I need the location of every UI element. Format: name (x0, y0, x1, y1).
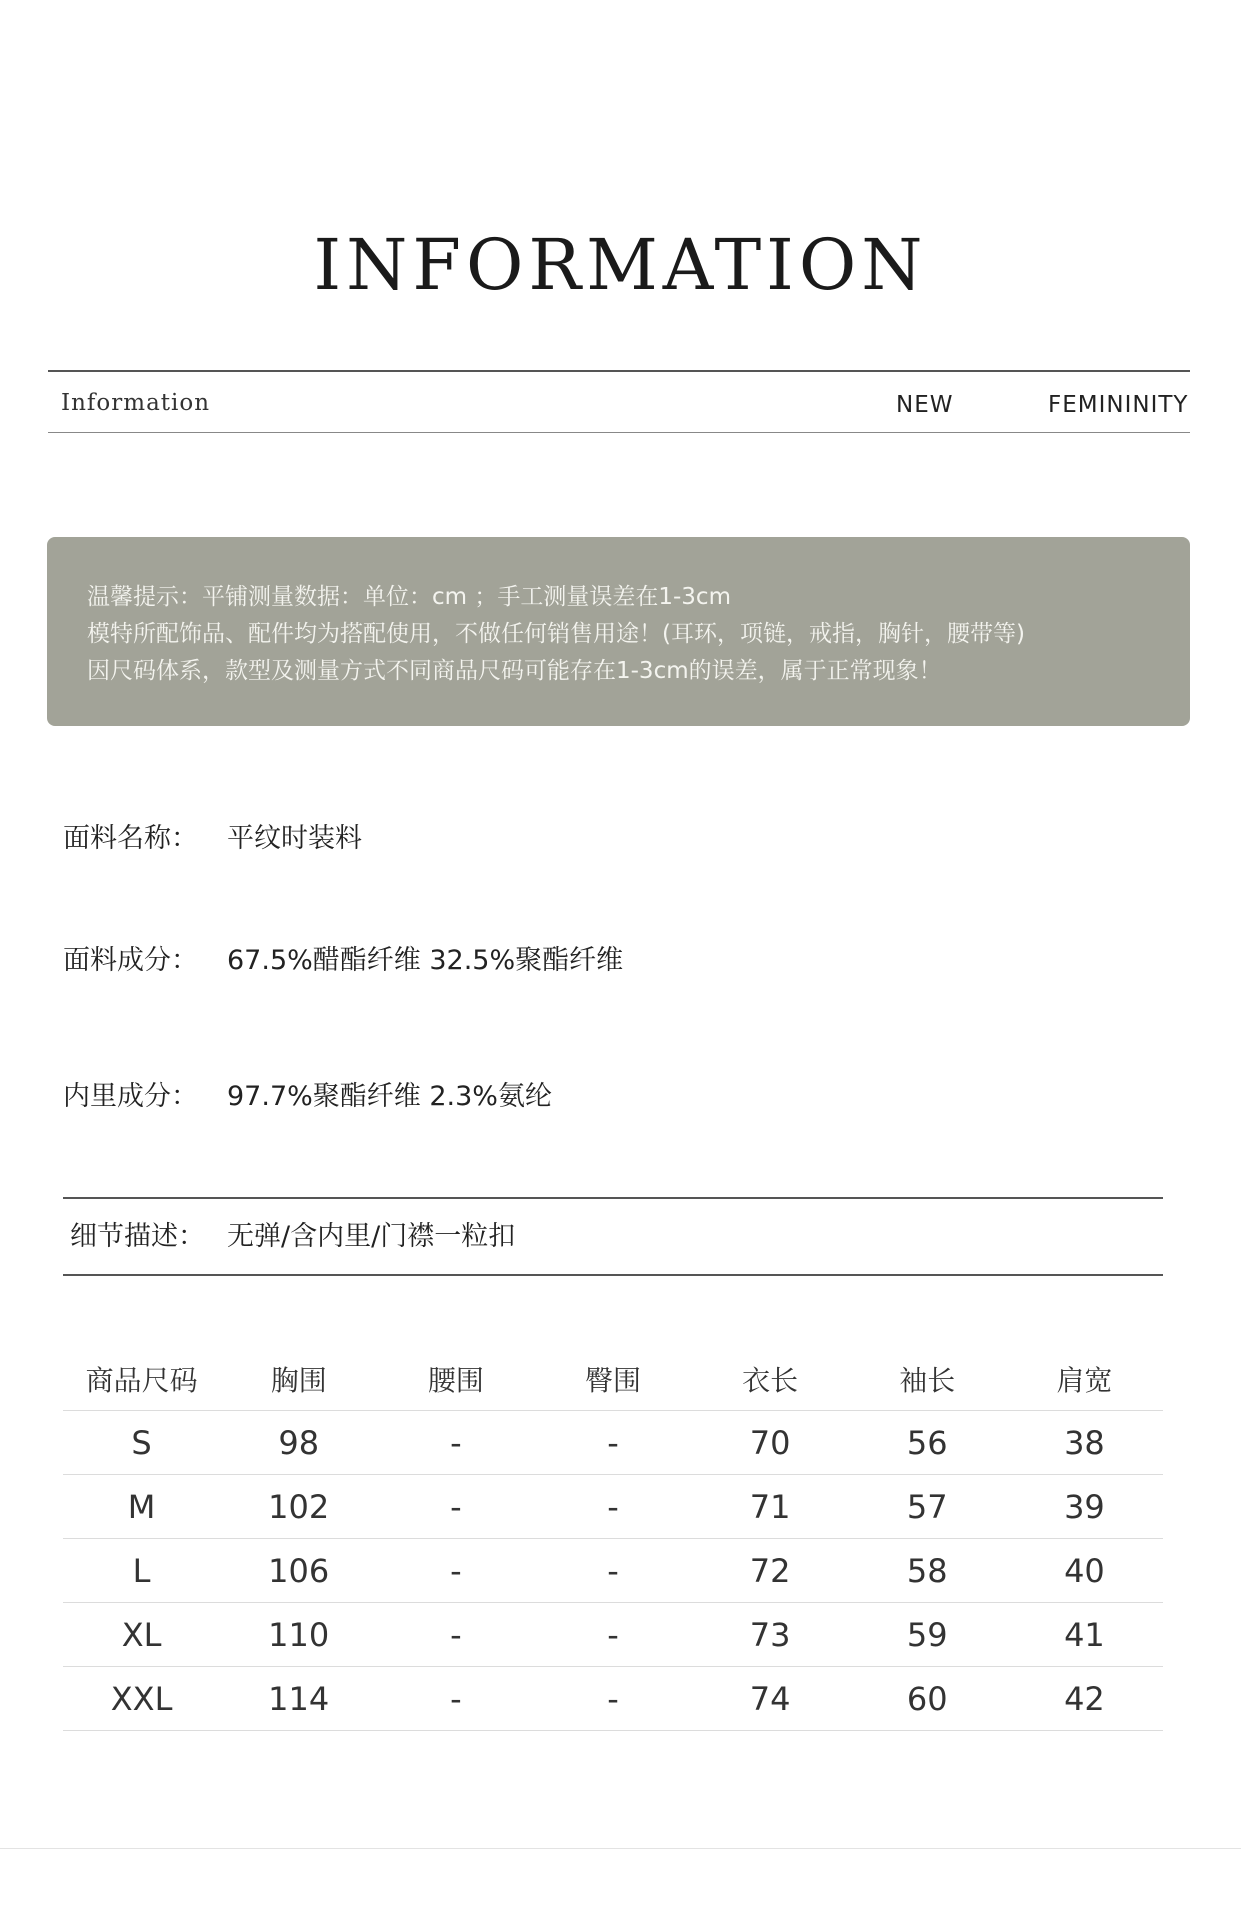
table-cell: 71 (749, 1487, 791, 1526)
table-row (63, 1603, 1163, 1667)
table-cell: 40 (1064, 1551, 1105, 1590)
header-hip: 臀围 (584, 1364, 641, 1397)
table-cell: 70 (749, 1423, 791, 1462)
table-cell: 114 (268, 1679, 330, 1718)
table-cell: - (607, 1423, 619, 1462)
header-sleeve: 袖长 (899, 1364, 956, 1397)
table-cell: - (607, 1551, 619, 1590)
size-table-header-row (63, 1348, 1163, 1411)
details-top-rule (63, 1197, 1163, 1199)
table-cell: 57 (906, 1487, 948, 1526)
table-cell: 73 (749, 1615, 791, 1654)
notice-line-2: 模特所配饰品、配件均为搭配使用，不做任何销售用途！(耳环，项链，戒指，胸针，腰带等) (87, 621, 1025, 647)
fabric-name-label: 面料名称： (63, 823, 198, 854)
notice-line-3: 因尺码体系，款型及测量方式不同商品尺码可能存在1-3cm的误差，属于正常现象！ (87, 658, 942, 684)
footer-divider (0, 1848, 1241, 1849)
fabric-composition-value: 67.5%醋酯纤维 32.5%聚酯纤维 (227, 945, 624, 976)
table-cell: - (607, 1679, 619, 1718)
table-cell: - (450, 1679, 462, 1718)
details-value: 无弹/含内里/门襟一粒扣 (227, 1221, 516, 1252)
lining-composition-value: 97.7%聚酯纤维 2.3%氨纶 (227, 1081, 552, 1112)
table-cell: - (607, 1615, 619, 1654)
table-cell: 42 (1064, 1679, 1105, 1718)
table-cell: - (450, 1551, 462, 1590)
header-bar-left-label: Information (61, 390, 211, 416)
table-cell: 39 (1064, 1487, 1105, 1526)
header-size: 商品尺码 (85, 1364, 198, 1397)
notice-box (47, 537, 1190, 726)
table-cell: XL (121, 1615, 162, 1654)
page-title: INFORMATION (313, 224, 928, 306)
table-cell: 98 (278, 1423, 320, 1462)
table-cell: L (132, 1551, 151, 1590)
header-chest: 胸围 (270, 1364, 327, 1397)
header-length: 衣长 (742, 1364, 799, 1397)
table-cell: 60 (906, 1679, 948, 1718)
header-top-rule (48, 370, 1190, 372)
table-cell: S (131, 1423, 152, 1462)
table-cell: 38 (1064, 1423, 1105, 1462)
table-cell: - (450, 1487, 462, 1526)
size-table (63, 1348, 1163, 1731)
table-cell: M (127, 1487, 156, 1526)
table-cell: 106 (268, 1551, 330, 1590)
table-cell: 74 (749, 1679, 791, 1718)
table-cell: - (450, 1615, 462, 1654)
table-cell: 102 (268, 1487, 330, 1526)
table-cell: - (607, 1487, 619, 1526)
header-shoulder: 肩宽 (1056, 1364, 1113, 1397)
table-cell: 110 (268, 1615, 330, 1654)
fabric-name-value: 平纹时装料 (227, 823, 362, 854)
table-cell: 56 (906, 1423, 948, 1462)
table-cell: XXL (110, 1679, 173, 1718)
details-label: 细节描述： (70, 1221, 205, 1252)
header-bar-right-label: FEMININITY (1048, 392, 1189, 418)
table-cell: 58 (906, 1551, 948, 1590)
details-bottom-rule (63, 1274, 1163, 1276)
table-row (63, 1667, 1163, 1731)
table-row (63, 1539, 1163, 1603)
lining-composition-label: 内里成分： (63, 1081, 198, 1112)
header-bottom-rule (48, 432, 1190, 433)
table-cell: - (450, 1423, 462, 1462)
table-cell: 41 (1064, 1615, 1105, 1654)
fabric-composition-label: 面料成分： (63, 945, 198, 976)
table-row (63, 1411, 1163, 1475)
notice-line-1: 温馨提示：平铺测量数据：单位：cm ；手工测量误差在1-3cm (87, 584, 731, 610)
table-row (63, 1475, 1163, 1539)
table-cell: 72 (749, 1551, 791, 1590)
table-cell: 59 (906, 1615, 948, 1654)
header-bar-mid-label: NEW (896, 392, 954, 418)
header-waist: 腰围 (427, 1364, 484, 1397)
